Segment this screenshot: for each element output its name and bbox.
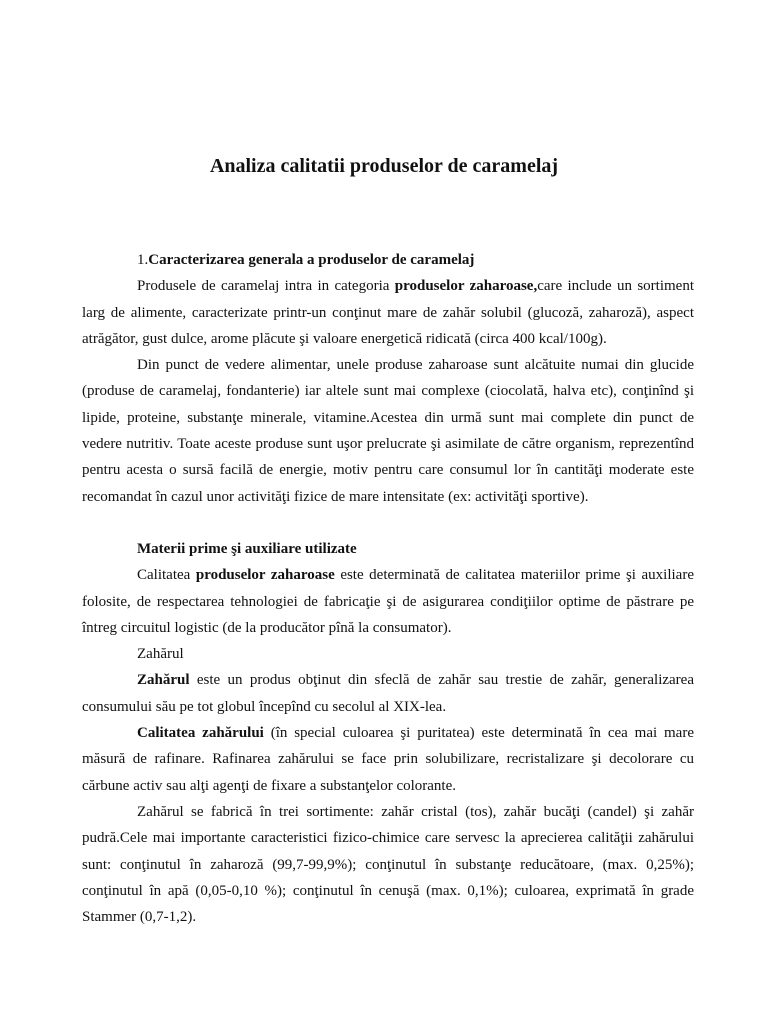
bold-term: produselor zaharoase, — [394, 278, 538, 295]
section-2-paragraph-2 — [82, 667, 694, 720]
section-1-number: 1. — [137, 252, 149, 268]
bold-term: Zahărul — [137, 672, 190, 689]
paragraph-text: este un produs obţinut din sfeclă de zahăr sau trestie de zahăr, generalizarea consumului său pe tot globul începînd cu secolul al XIX-lea. — [82, 672, 694, 715]
document-body — [82, 247, 694, 930]
bold-term: Calitatea zahărului — [137, 725, 264, 742]
paragraph-text: (în special culoarea şi puritatea) este determinată în cea mai mare măsură de rafinare. Rafinarea zahărului se face prin solubilizare, recristalizare şi decolorare cu cărbune activ sau alţi agenţi de fixare a substanţelor colorante. — [82, 725, 694, 794]
section-2-paragraph-3 — [82, 720, 694, 799]
section-1-heading-text: Caracterizarea generala a produselor de caramelaj — [148, 252, 475, 268]
document-title: Analiza calitatii produselor de caramelaj — [209, 155, 559, 177]
paragraph-text: este determinată de calitatea materiilor prime şi auxiliare folosite, de respectarea tehnologiei de fabricaţie şi de asigurarea condiţiilor optime de păstrare pe întreg circuitul logistic (de la producător pînă la consumator). — [82, 567, 694, 636]
blank-line — [82, 510, 694, 536]
section-1-paragraph-1 — [82, 273, 694, 352]
section-2-paragraph-1 — [82, 562, 694, 641]
section-1-heading — [82, 247, 694, 273]
subheading-zaharul: Zahărul — [137, 646, 184, 663]
paragraph-text: Produsele de caramelaj intra in categoria — [137, 278, 395, 295]
bold-term: produselor zaharoase — [195, 567, 335, 584]
paragraph-text: care include un sortiment larg de alimente, caracterizate printr-un conţinut mare de zahăr solubil (glucoză, zaharoză), aspect atrăgător, gust dulce, arome plăcute şi valoare energetică ridicată (circa 400 kcal/100g). — [82, 278, 694, 347]
section-2-paragraph-4: Zahărul se fabrică în trei sortimente: zahăr cristal (tos), zahăr bucăţi (candel) şi zahăr pudră.Cele mai importante caracteristici fizico-chimice care servesc la aprecierea calităţii zahărului sunt: conţinutul în zaharoză (99,7-99,9%); conţinutul în substanţe reducătoare, (max. 0,25%); conţinutul în apă (0,05-0,10 %); conţinutul în cenuşă (max. 0,1%); culoarea, exprimată în grade Stammer (0,7-1,2). — [82, 803, 694, 926]
paragraph-text: Calitatea — [137, 567, 196, 584]
section-2-heading-text: Materii prime şi auxiliare utilizate — [137, 540, 357, 557]
section-2-heading — [82, 536, 694, 562]
section-1-paragraph-2: Din punct de vedere alimentar, unele produse zaharoase sunt alcătuite numai din glucide (produse de caramelaj, fondanterie) iar altele sunt mai complexe (ciocolată, halva etc), conţinînd şi lipide, proteine, substanţe minerale, vitamine.Acestea din urmă sunt mai complete din punct de vedere nutritiv. Toate aceste produse sunt uşor prelucrate şi asimilate de către organism, reprezentînd pentru acesta o sursă facilă de energie, motiv pentru care consumul lor în cantităţi moderate este recomandat în cazul unor activităţi fizice de mare intensitate (ex: activităţi sportive). — [82, 357, 694, 505]
